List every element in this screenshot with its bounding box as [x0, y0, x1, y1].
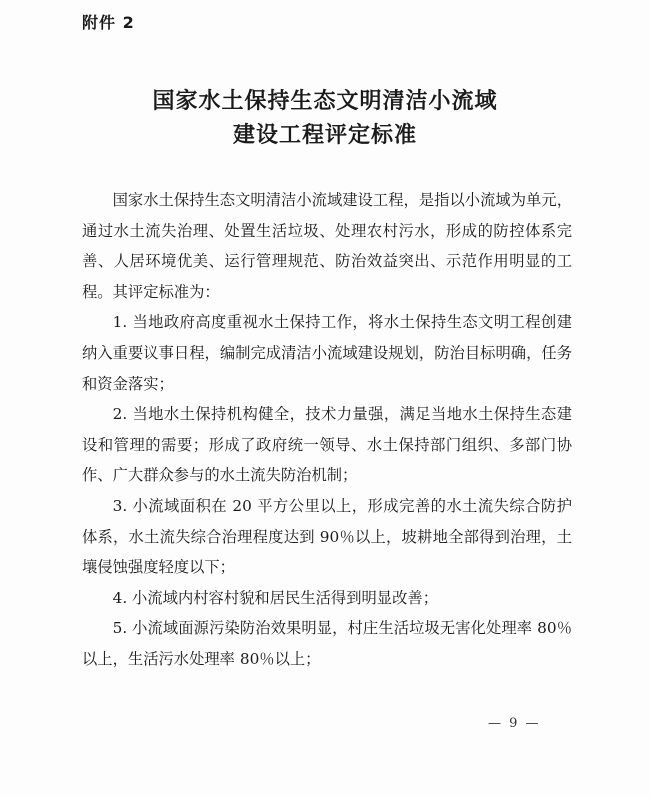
attachment-label: 附件 2: [82, 13, 135, 32]
intro-paragraph: 国家水土保持生态文明清洁小流域建设工程，是指以小流域为单元，通过水土流失治理、处置生活垃圾、处理农村污水，形成的防控体系完善、人居环境优美、运行管理规范、防治效益突出、示范作用明显的工程。其评定标准为：: [82, 191, 572, 301]
criterion-item-4: 4. 小流域内村容村貌和居民生活得到明显改善；: [112, 588, 438, 607]
criterion-item-1: 1. 当地政府高度重视水土保持工作，将水土保持生态文明工程创建纳入重要议事日程，编制完成清洁小流域建设规划，防治目标明确，任务和资金落实；: [82, 313, 572, 393]
criterion-item-5: 5. 小流域面源污染防治效果明显，村庄生活垃圾无害化处理率 80％以上，生活污水处理率 80％以上；: [82, 619, 572, 668]
criterion-item-3: 3. 小流域面积在 20 平方公里以上，形成完善的水土流失综合防护体系，水土流失综合治理程度达到 90％以上，坡耕地全部得到治理，土壤侵蚀强度轻度以下；: [82, 496, 572, 577]
document-body: [82, 185, 572, 675]
criterion-item-2: 2. 当地水土保持机构健全，技术力量强，满足当地水土保持生态建设和管理的需要；形成了政府统一领导、水土保持部门组织、多部门协作、广大群众参与的水土流失防治机制；: [82, 405, 572, 485]
page-number: — 9 —: [488, 716, 541, 731]
document-title-line-2: 建设工程评定标准: [232, 123, 417, 148]
document-title-line-1: 国家水土保持生态文明清洁小流域: [152, 89, 498, 114]
